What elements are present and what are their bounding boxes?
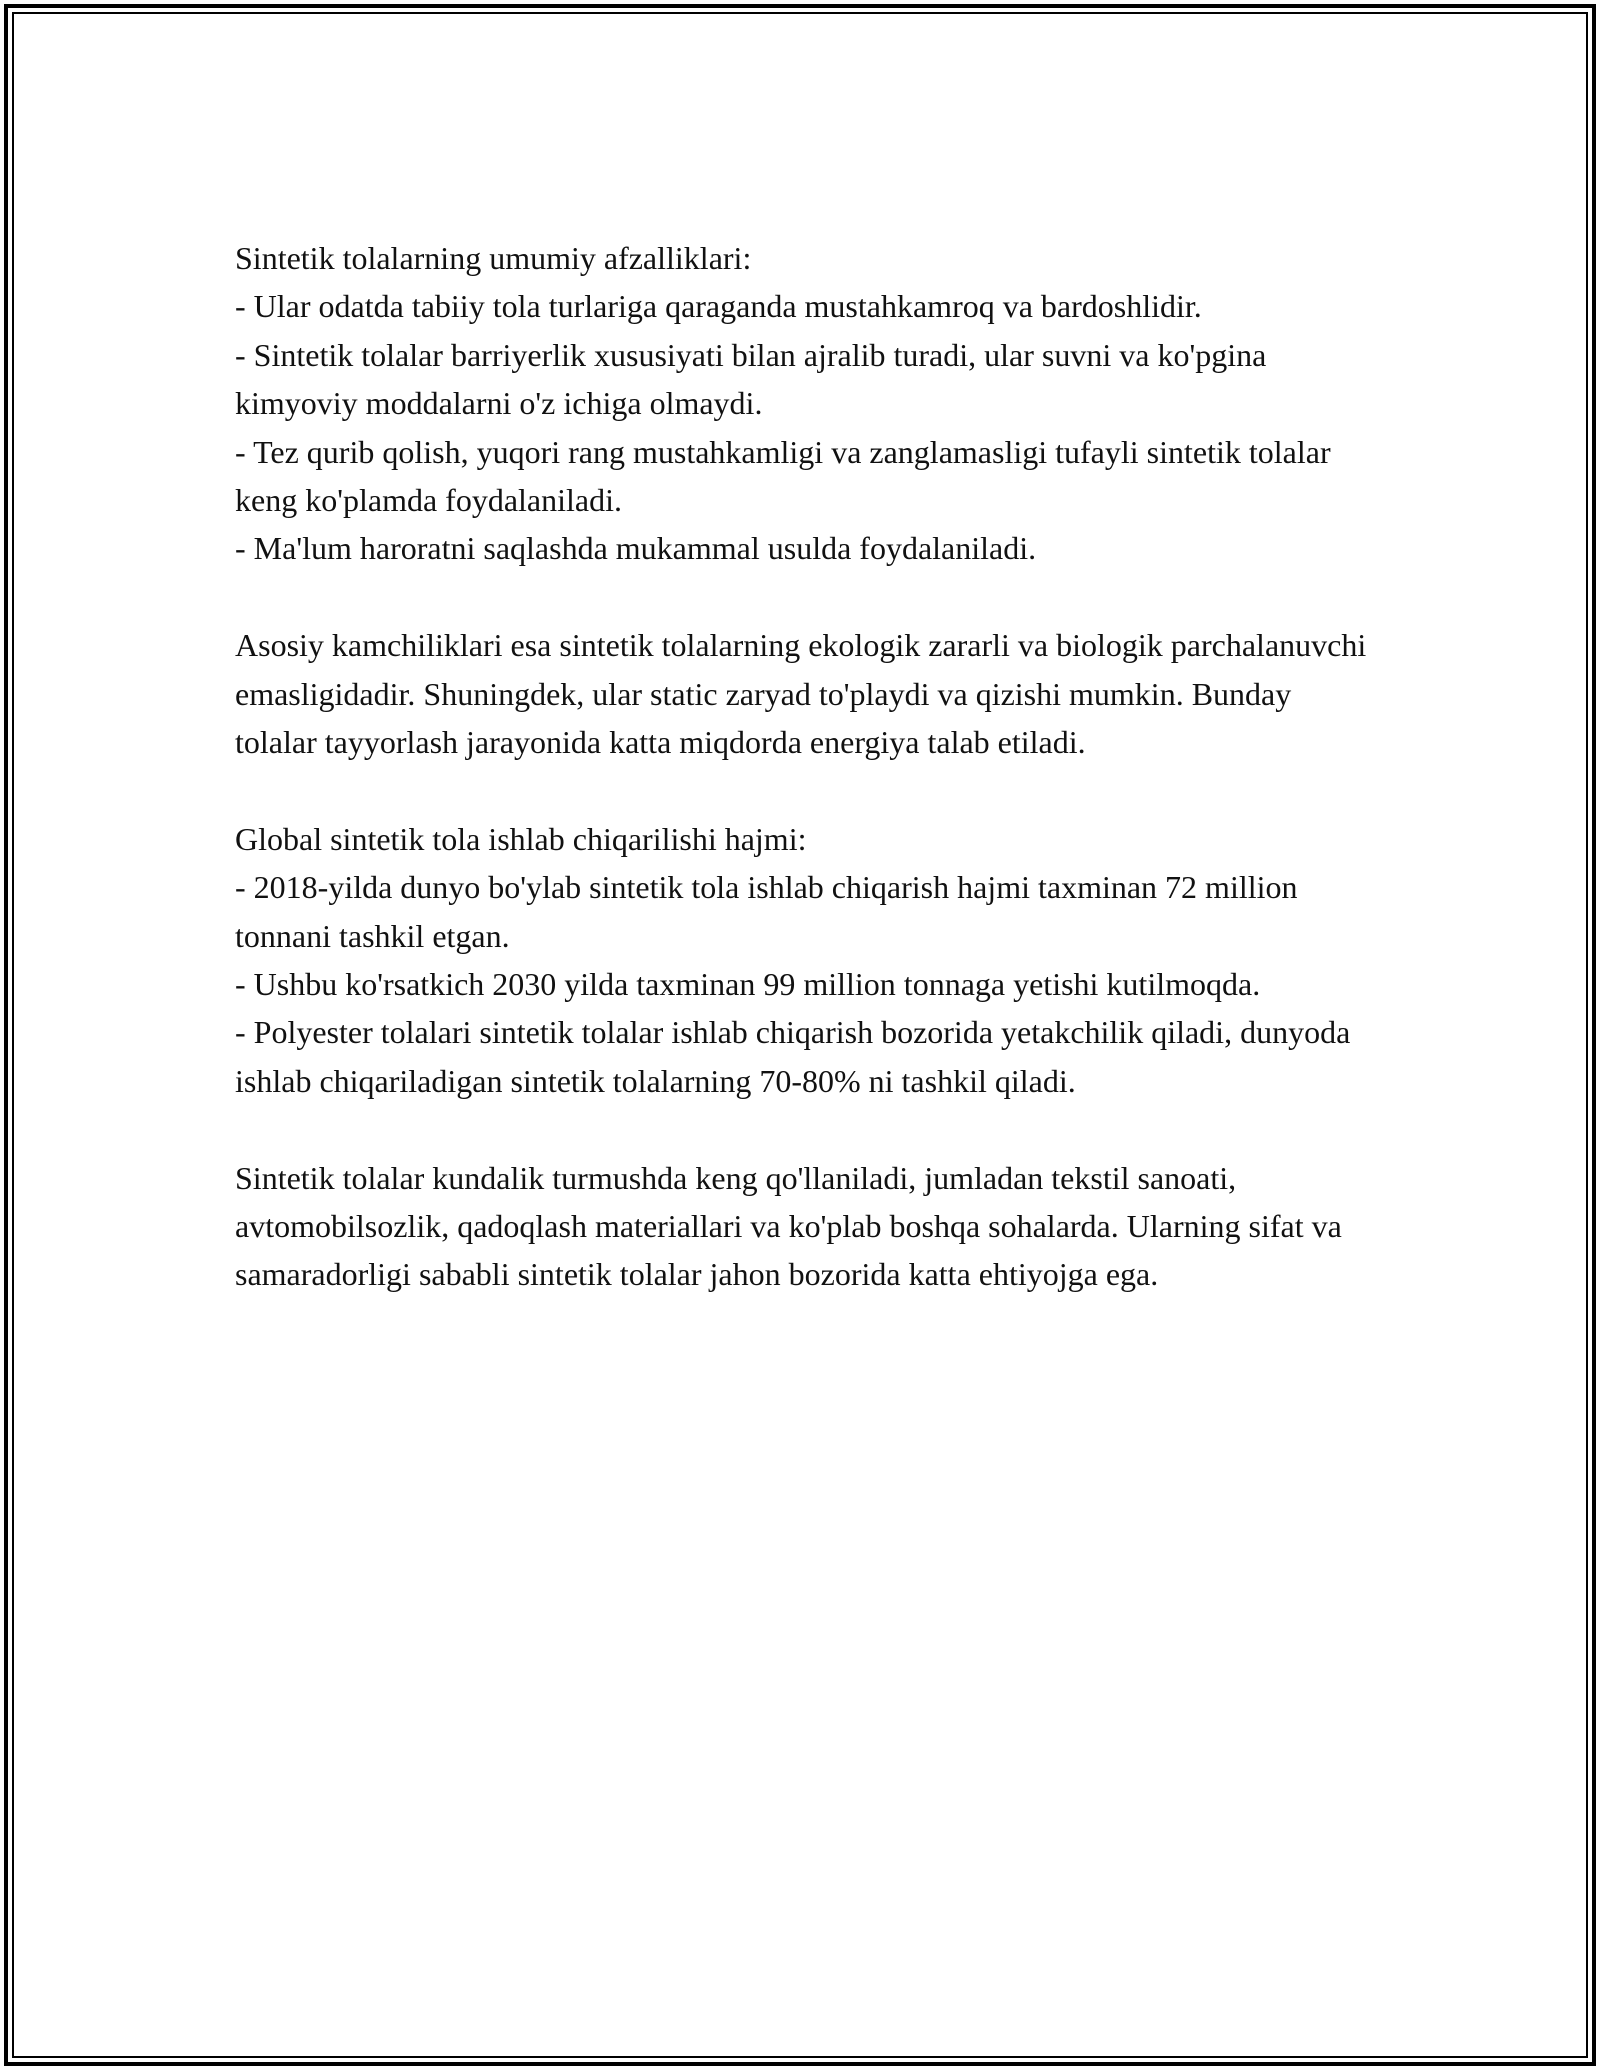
paragraph-spacer (235, 1105, 1375, 1153)
advantage-item-barrier: - Sintetik tolalar barriyerlik xususiyati bilan ajralib turadi, ular suvni va ko'pgina kimyoviy moddalarni o'z ichiga olmaydi. (235, 336, 1267, 422)
advantage-item-quick-dry: - Tez qurib qolish, yuqori rang mustahkamligi va zanglamasligi tufayli sintetik tolalar keng ko'plamda foydalaniladi. (235, 433, 1331, 519)
document-body (235, 234, 1375, 1299)
production-item-2018: - 2018-yilda dunyo bo'ylab sintetik tola ishlab chiqarish hajmi taxminan 72 million tonnani tashkil etgan. (235, 869, 1298, 954)
disadvantages-paragraph: Asosiy kamchiliklari esa sintetik tolalarning ekologik zararli va biologik parchalanuvchi emasligidadir. Shuningdek, ular static zaryad to'playdi va qizishi mumkin. Bunday tolalar tayyorlash jarayonida katta miqdorda energiya talab etiladi. (235, 627, 1367, 761)
advantage-item-temperature: - Ma'lum haroratni saqlashda mukammal usulda foydalaniladi. (235, 530, 1037, 567)
advantage-item-strength: - Ular odatda tabiiy tola turlariga qaraganda mustahkamroq va bardoshlidir. (235, 288, 1202, 325)
paragraph-spacer (235, 766, 1375, 814)
applications-paragraph: Sintetik tolalar kundalik turmushda keng qo'llaniladi, jumladan tekstil sanoati, avtomobilsozlik, qadoqlash materiallari va ko'plab boshqa sohalarda. Ularning sifat va samaradorligi sababli sintetik tolalar jahon bozorida katta ehtiyojga ega. (235, 1159, 1342, 1293)
production-heading: Global sintetik tola ishlab chiqarilishi hajmi: (235, 820, 807, 857)
production-item-polyester: - Polyester tolalari sintetik tolalar ishlab chiqarish bozorida yetakchilik qiladi, dunyoda ishlab chiqariladigan sintetik tolalarning 70-80% ni tashkil qiladi. (235, 1014, 1351, 1099)
advantages-heading: Sintetik tolalarning umumiy afzalliklari: (235, 240, 752, 276)
paragraph-spacer (235, 573, 1375, 621)
production-item-2030: - Ushbu ko'rsatkich 2030 yilda taxminan 99 million tonnaga yetishi kutilmoqda. (235, 966, 1261, 1003)
